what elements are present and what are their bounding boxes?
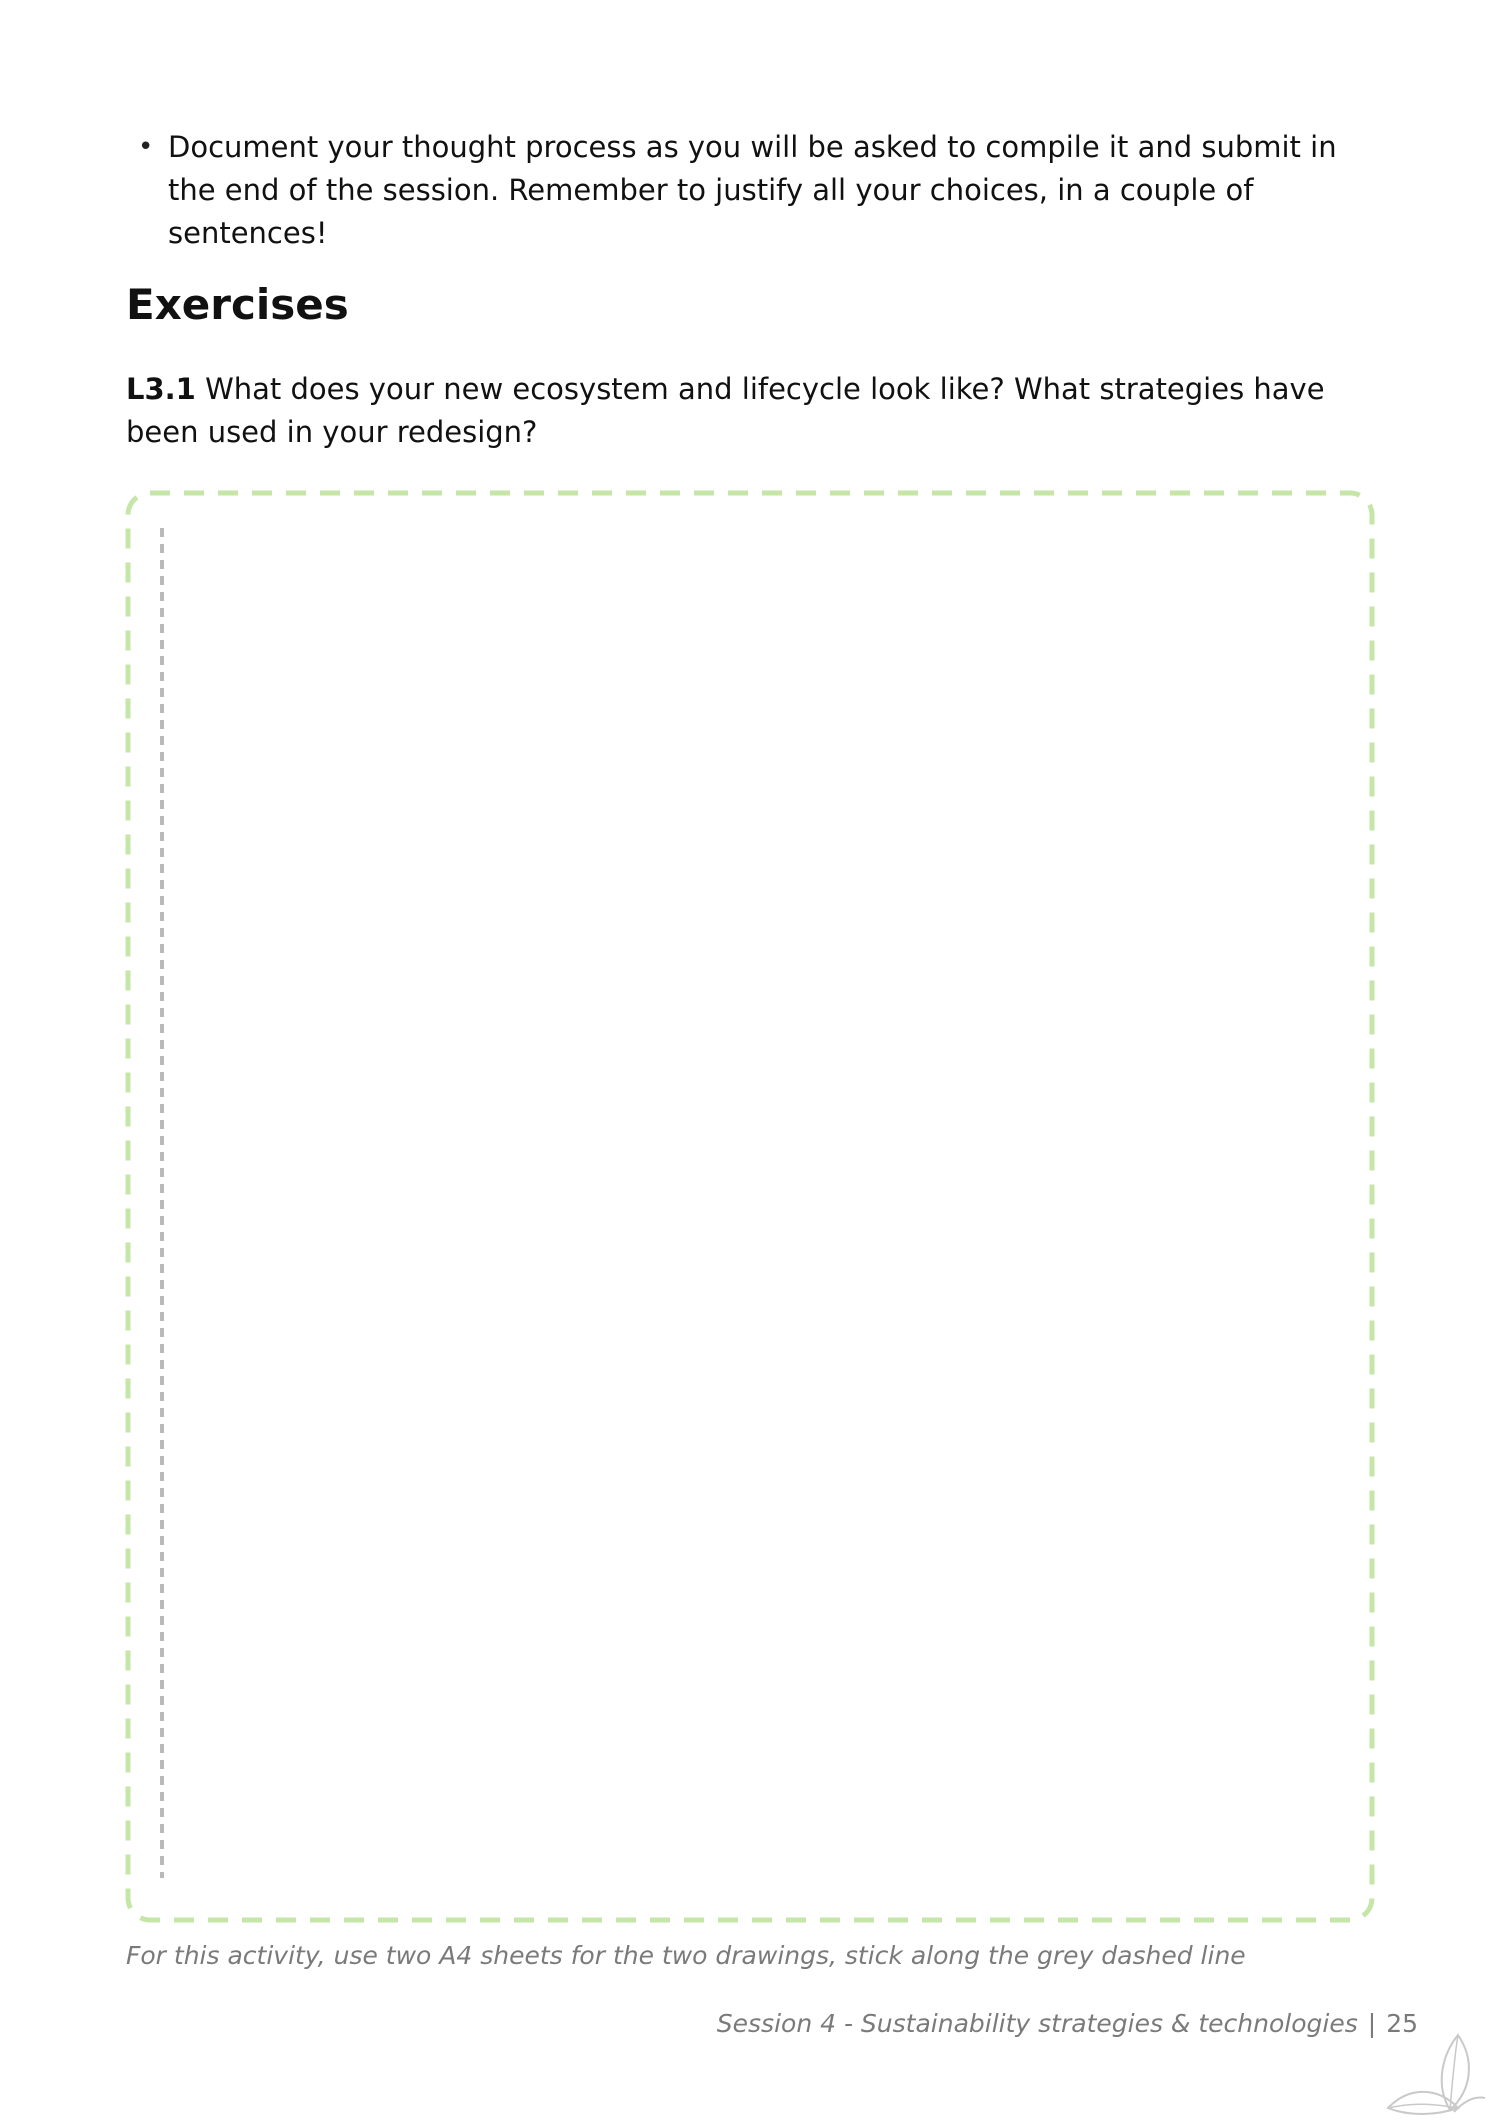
page-footer xyxy=(717,2006,1418,2042)
question-label: L3.1 xyxy=(126,372,196,406)
footer-separator: | xyxy=(1367,2009,1377,2038)
section-heading: Exercises xyxy=(126,280,349,329)
bullet-icon: • xyxy=(138,132,154,162)
activity-caption: For this activity, use two A4 sheets for the two drawings, stick along the grey dashed line xyxy=(126,1941,1246,1970)
footer-session-title: Session 4 - Sustainability strategies & technologies xyxy=(716,2009,1358,2038)
page-number: 25 xyxy=(1386,2009,1418,2038)
drawing-area-border xyxy=(128,493,1372,1920)
leaf-icon xyxy=(1380,2030,1490,2120)
question-text: What does your new ecosystem and lifecycle look like? What strategies have been used in your redesign? xyxy=(126,372,1325,449)
intro-bullet-text: Document your thought process as you will be asked to compile it and submit in the end of the session. Remember to justify all your choices, in a couple of sentences! xyxy=(168,130,1337,250)
